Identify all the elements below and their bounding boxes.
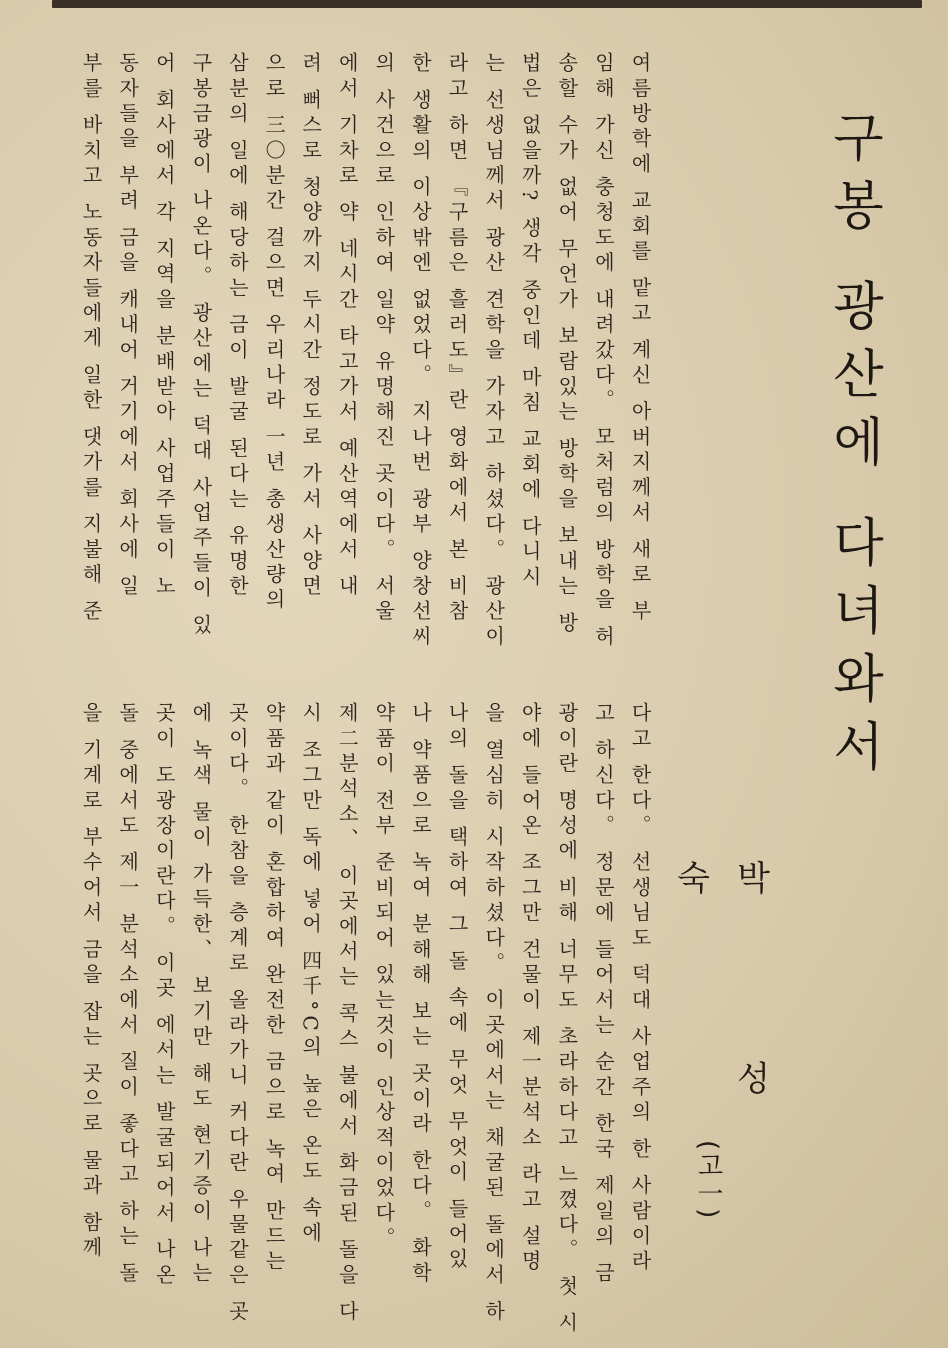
text-line: 나의 돌을 택하여 그 돌 속에 무엇 무엇이 들어있 bbox=[445, 702, 470, 1274]
text-line: 는 선생님께서 광산 견학을 가자고 하셨다。 광산이 bbox=[481, 52, 506, 651]
text-line: 동자들을 부려 금을 캐내어 거기에서 회사에 일 bbox=[115, 52, 140, 601]
text-line: 여름방학에 교회를 맡고 계신 아버지께서 새로 부 bbox=[628, 52, 652, 626]
text-line: 시 조그만 독에 넣어 四千°C의 높은 온도 속에 bbox=[298, 702, 323, 1248]
text-line: 부를 바치고 노동자들에게 일한 댓가를 지불해 준 bbox=[79, 52, 104, 626]
article-author: 박 성 숙 bbox=[670, 860, 770, 1173]
text-line: 을 기계로 부수어서 금을 잡는 곳으로 물과 함께 bbox=[79, 702, 104, 1262]
text-line: 돌 중에서도 제一 분석소에서 질이 좋다고 하는 돌 bbox=[115, 702, 140, 1287]
text-line: 에 녹색 물이 가득한、 보기만 해도 현기증이 나는 bbox=[188, 702, 213, 1287]
top-rule bbox=[52, 0, 922, 8]
text-line: 곳이 도광장이란다。 이곳 에서는 발굴되어서 나온 bbox=[152, 702, 177, 1289]
text-block-upper bbox=[38, 52, 658, 662]
text-line: 한 생활의 이상밖엔 없었다。 지나번 광부 양창선씨 bbox=[408, 52, 433, 651]
text-line: 곳이다。 한참을 층계로 올라가니 커다란 우물같은 곳 bbox=[225, 702, 250, 1326]
text-line: 다고 한다。 선생님도 덕대 사업주의 한 사람이라 bbox=[628, 702, 652, 1276]
text-line: 송할 수가 없어 무언가 보람있는 방학을 보내는 방 bbox=[554, 52, 579, 637]
author-grade: (고一) bbox=[693, 1140, 723, 1221]
text-line: 임해 가신 충청도에 내려갔다。 모처럼의 방학을 허 bbox=[591, 52, 616, 651]
text-line: 삼분의 일에 해당하는 금이 발굴 된다는 유명한 bbox=[225, 52, 250, 601]
text-block-lower bbox=[38, 702, 658, 1342]
text-line: 고 하신다。 정문에 들어서는 순간 한국 제일의 금 bbox=[591, 702, 616, 1287]
text-line: 광이란 명성에 비해 너무도 초라하다고 느꼈다。 첫 시 bbox=[554, 702, 579, 1338]
text-line: 약품이 전부 준비되어 있는것이 인상적이었다。 bbox=[371, 702, 396, 1253]
text-line: 려 뻐스로 청양까지 두시간 정도로 가서 사양면 bbox=[298, 52, 323, 601]
text-line: 제二분석소、 이곳에서는 콕스 불에서 화금된 돌을 다 bbox=[335, 702, 360, 1326]
text-line: 나 약품으로 녹여 분해해 보는 곳이라 한다。 화학 bbox=[408, 702, 433, 1287]
text-line: 에서 기차로 약 네시간 타고가서 예산역에서 내 bbox=[335, 52, 360, 601]
text-line: 약품과 같이 혼합하여 완전한 금으로 녹여 만드는 bbox=[262, 702, 287, 1276]
text-line: 의 사건으로 인하여 일약 유명해진 곳이다。 서울 bbox=[371, 52, 396, 626]
text-line: 야에 들어온 조그만 건물이 제一분석소 라고 설명 bbox=[518, 702, 543, 1276]
text-line: 법은 없을까? 생각 중인데 마침 교회에 다니시 bbox=[518, 52, 543, 591]
text-line: 으로 三〇분간 걸으면 우리나라 一년 총생산량의 bbox=[262, 52, 287, 614]
text-line: 어 회사에서 각 지역을 분배받아 사업주들이 노 bbox=[152, 52, 177, 601]
text-line: 을 열심히 시작하셨다。 이곳에서는 채굴된 돌에서 하 bbox=[481, 702, 506, 1326]
text-line: 라고 하면 『구름은 흘러도』란 영화에서 본 비참 bbox=[445, 52, 470, 626]
text-line: 구봉금광이 나온다。 광산에는 덕대 사업주들이 있 bbox=[188, 52, 213, 639]
article-title: 구봉 광산에 다녀와서 bbox=[823, 110, 883, 788]
